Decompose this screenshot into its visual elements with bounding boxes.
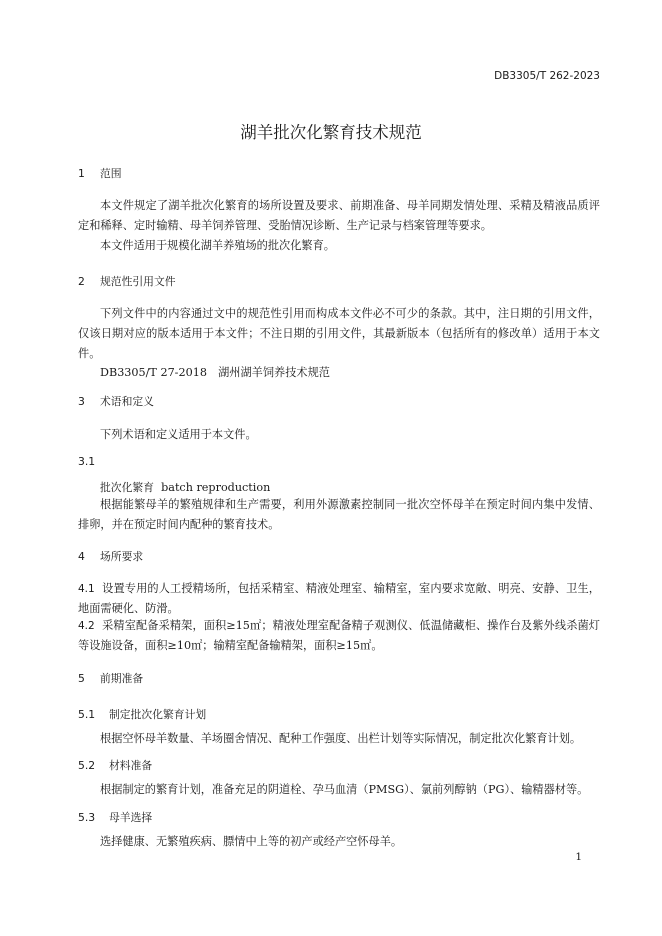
- section-1-paragraph-1: 本文件规定了湖羊批次化繁育的场所设置及要求、前期准备、母羊同期发情处理、采精及精液品质评定和稀释、定时输精、母羊饲养管理、受胎情况诊断、生产记录与档案管理等要求。: [78, 199, 600, 232]
- section-5-3-heading: [78, 810, 152, 825]
- section-1-title: 范围: [100, 167, 122, 180]
- normative-reference: DB3305/T 27-2018 湖州湖羊饲养技术规范: [100, 366, 330, 379]
- section-5-1-heading: [78, 707, 206, 722]
- section-5-3-paragraph: 选择健康、无繁殖疾病、膘情中上等的初产或经产空怀母羊。: [100, 835, 403, 848]
- clause-4-1-number: 4.1: [78, 583, 95, 595]
- section-4-title: 场所要求: [100, 550, 144, 563]
- section-2-number: 2: [78, 275, 85, 288]
- section-1-heading: [78, 166, 122, 181]
- section-5-1-title: 制定批次化繁育计划: [109, 708, 207, 721]
- section-1-number: 1: [78, 167, 85, 180]
- section-5-heading: [78, 671, 143, 686]
- section-5-2-number: 5.2: [78, 759, 96, 772]
- document-code: DB3305/T 262-2023: [494, 70, 600, 82]
- section-5-number: 5: [78, 672, 85, 685]
- section-4-heading: [78, 549, 143, 564]
- section-2-title: 规范性引用文件: [100, 275, 176, 288]
- section-1-paragraph-2: 本文件适用于规模化湖羊养殖场的批次化繁育。: [100, 239, 335, 252]
- section-3-number: 3: [78, 395, 85, 408]
- clause-4-2: [78, 616, 600, 656]
- clause-4-1-text: 设置专用的人工授精场所，包括采精室、精液处理室、输精室，室内要求宽敞、明亮、安静、卫生，地面需硬化、防滑。: [78, 582, 600, 615]
- section-5-1-paragraph: 根据空怀母羊数量、羊场圈舍情况、配种工作强度、出栏计划等实际情况，制定批次化繁育计划。: [100, 732, 582, 745]
- term-definition: 根据能繁母羊的繁殖规律和生产需要，利用外源激素控制同一批次空怀母羊在预定时间内集中发情、排卵，并在预定时间内配种的繁育技术。: [78, 498, 600, 531]
- page-number: 1: [575, 851, 582, 863]
- section-2-paragraph-1: 下列文件中的内容通过文中的规范性引用而构成本文件必不可少的条款。其中，注日期的引用文件，仅该日期对应的版本适用于本文件；不注日期的引用文件，其最新版本（包括所有的修改单）适用于本文件。: [78, 307, 600, 360]
- document-title: 湖羊批次化繁育技术规范: [240, 123, 422, 142]
- section-3-heading: [78, 394, 154, 409]
- section-5-3-number: 5.3: [78, 811, 96, 824]
- section-5-3-title: 母羊选择: [109, 811, 153, 824]
- section-2-heading: [78, 274, 176, 289]
- section-5-2-title: 材料准备: [109, 759, 153, 772]
- section-3-title: 术语和定义: [100, 395, 154, 408]
- section-4-number: 4: [78, 550, 85, 563]
- clause-4-2-number: 4.2: [78, 620, 95, 632]
- term-en: batch reproduction: [161, 481, 271, 494]
- clause-4-2-text: 采精室配备采精架，面积≥15㎡；精液处理室配备精子观测仪、低温储藏柜、操作台及紫外线杀菌灯等设施设备，面积≥10㎡；输精室配备输精架，面积≥15㎡。: [78, 619, 600, 652]
- section-3-paragraph-1: 下列术语和定义适用于本文件。: [100, 428, 257, 441]
- term-zh: 批次化繁育: [100, 481, 154, 494]
- section-5-2-paragraph: 根据制定的繁育计划，准备充足的阴道栓、孕马血清（PMSG）、氯前列醇钠（PG）、输精器材等。: [100, 783, 589, 796]
- section-5-title: 前期准备: [100, 672, 144, 685]
- term-number: 3.1: [78, 455, 96, 468]
- section-5-2-heading: [78, 758, 152, 773]
- clause-4-1: [78, 579, 600, 619]
- section-5-1-number: 5.1: [78, 708, 96, 721]
